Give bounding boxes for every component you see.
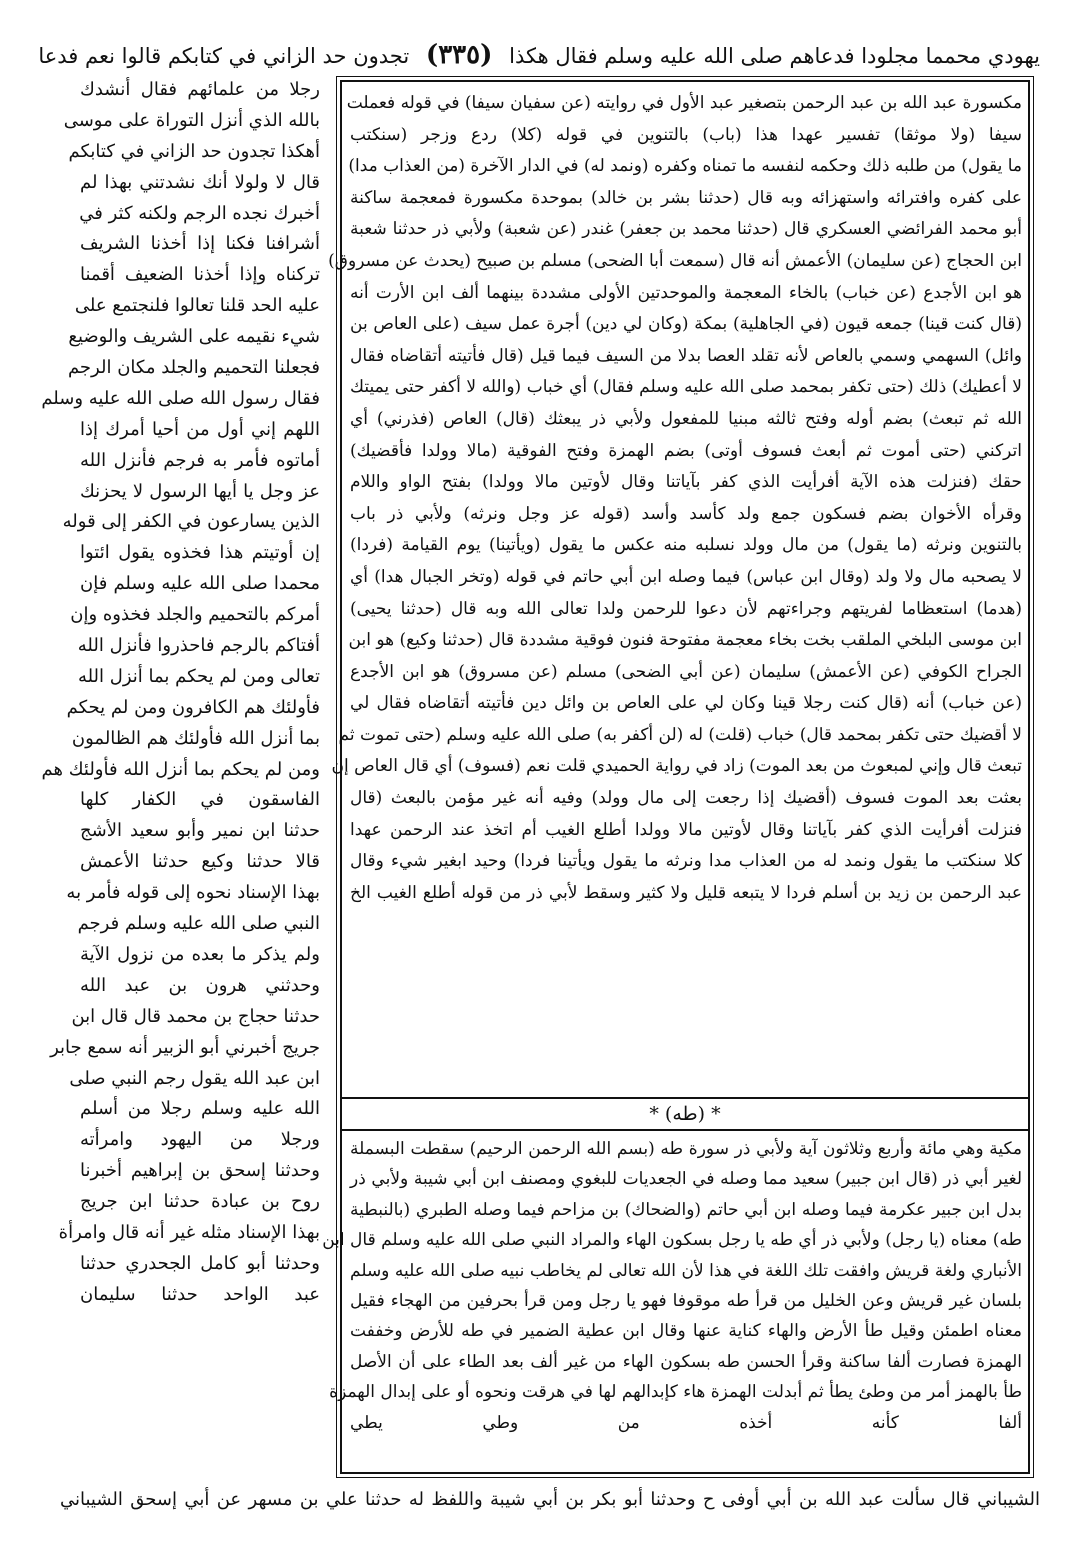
text-line: تبعث قال وإني لمبعوث من بعد الموت) زاد في رواية الحميدي قلت نعم (فسوف) أي قال العاص إن — [331, 756, 1022, 777]
margin-line: وحدثنا إسحق بن إبراهيم أخبرنا — [80, 1160, 320, 1182]
margin-line: قالا حدثنا وكيع حدثنا الأعمش — [80, 851, 320, 873]
text-line: الهمزة فصارت ألفا ساكنة وقرأ الحسن طه بسكون الهاء من غير ألف بعد الطاء على أن الأصل — [350, 1351, 1022, 1372]
text-line: طه) معناه (يا رجل) ولأبي ذر أي طه يا رجل بسكون الهاء والمراد النبي صلى الله عليه وسلم قال ابن — [322, 1230, 1022, 1251]
text-line: الجراح الكوفي (عن الأعمش) سليمان (عن أبي الضحى) مسلم (عن مسروق) هو ابن الأجدع — [350, 661, 1022, 682]
margin-line: اللهم إني أول من أحيا أمرك إذا — [80, 418, 320, 440]
text-line: مكسورة عبد الله بن عبد الرحمن بتصغير عبد الأول في روايته (عن سفيان سيفا) في قوله فعملت — [346, 93, 1022, 113]
margin-line: تركناه وإذا أخذنا الضعيف أقمنا — [80, 264, 320, 286]
text-line: بالتنوين ونرثه (ما يقول) من مال وولد نسلبه منه عكس ما يقول (ويأتينا) يوم القيامة (فردا) — [350, 535, 1022, 556]
margin-line: فأولئك هم الكافرون ومن لم يحكم — [66, 696, 320, 718]
margin-line: ومن لم يحكم بما أنزل الله فأولئك هم — [41, 758, 320, 780]
margin-line: أفتاكم بالرجم فاحذروا فأنزل الله — [77, 635, 320, 657]
text-line: عبد الرحمن بن زيد بن أسلم فردا لا يتبعه قليل ولا كثير وسقط لأبي ذر من قوله أطلع الغيب الخ — [350, 882, 1022, 903]
margin-line: حدثنا حجاج بن محمد قال قال ابن — [71, 1005, 320, 1027]
margin-line: جريج أخبرني أبو الزبير أنه سمع جابر — [50, 1036, 320, 1058]
page-number: (٣٣٥) — [425, 40, 493, 70]
margin-line: عليه الحد قلنا تعالوا فلنجتمع على — [74, 295, 320, 317]
text-line: مكية وهي مائة وأربع وثلاثون آية ولأبي ذر سورة طه (بسم الله الرحمن الرحيم) سقطت البسملة — [350, 1139, 1022, 1159]
margin-line: بهذا الإسناد نحوه إلى قوله فأمر به — [66, 882, 320, 904]
margin-line: ورجلا من اليهود وامرأته — [80, 1129, 320, 1151]
margin-line: النبي صلى الله عليه وسلم فرجم — [77, 913, 320, 935]
margin-line: وحدثنا أبو كامل الجحدري حدثنا — [80, 1252, 320, 1274]
surah-taha-commentary — [322, 1134, 1022, 1470]
text-line: الله ثم تبعث) بضم أوله وفتح ثالثه مبنيا للمفعول ولأبي ذر يبعثك (قال) العاص (فذرني) أي — [350, 408, 1022, 429]
margin-line: محمدا صلى الله عليه وسلم فإن — [80, 573, 320, 595]
margin-line: إن أوتيتم هذا فخذوه يقول ائتوا — [80, 542, 320, 564]
text-line: الأنباري ولغة قريش وافقت تلك اللغة في هذا لأن الله تعالى لم يخاطب نبيه صلى الله عليه وسلم — [350, 1260, 1022, 1281]
text-line: طأ بالهمز أمر من وطئ يطأ ثم أبدلت الهمزة هاء كإبدالهم لها في هرقت ونحوه أو على إبدال الهمزة — [329, 1382, 1022, 1403]
main-commentary-text — [328, 88, 1022, 1098]
text-line: بدل ابن جبير عكرمة فيما وصله ابن أبي حاتم (والضحاك) بن مزاحم فيما وصله الطبري (بالنبطية — [350, 1199, 1022, 1220]
text-line: لا أقضيك حتى تكفر بمحمد قال) خباب (قلت) له (لن أكفر به) صلى الله عليه وسلم (حتى تموت ثم — [338, 724, 1022, 745]
text-line: بلسان غير قريش وعن الخليل من قرأ طه موقوفا فهو يا رجل ومن قرأ بحرفين من الهجاء فقيل — [350, 1290, 1022, 1311]
margin-line: حدثنا ابن نمير وأبو سعيد الأشج — [80, 820, 320, 842]
margin-line: أماتوه فأمر به فرجم فأنزل الله — [80, 449, 320, 471]
text-line: على كفره وافترائه واستهزائه وبه قال (حدثنا بشر بن خالد) بموحدة مكسورة فمعجمة ساكنة — [350, 187, 1022, 208]
text-line: ابن موسى البلخي الملقب بخت بخاء معجمة مفتوحة فنون فوقية مشددة قال (حدثنا وكيع) هو ابن — [348, 630, 1022, 651]
margin-line: بالله الذي أنزل التوراة على موسى — [63, 109, 320, 131]
margin-line: قال لا ولولا أنك نشدتني بهذا لم — [80, 171, 320, 193]
text-line: (قال كنت قينا) جمعه قيون (في الجاهلية) بمكة (وكان لي دين) أجرة عمل سيف (على العاص بن — [350, 314, 1022, 335]
page-header — [38, 30, 1040, 80]
margin-line: شيء نقيمه على الشريف والوضيع — [68, 326, 320, 348]
text-line: سيفا (ولا موثقا) تفسير عهدا هذا (باب) بالتنوين في قوله (كلا) ردع وزجر (سنكتب — [350, 124, 1022, 145]
margin-line: أمركم بالتحميم والجلد فخذوه وإن — [70, 604, 320, 626]
margin-commentary — [41, 75, 320, 1470]
margin-line: أخبرك نجده الرجم ولكنه كثر في — [79, 202, 320, 224]
text-line: هو ابن الأجدع (عن خباب) بالخاء المعجمة والموحدتين الأولى مشددة بينهما ألف ابن الأرت أنه — [350, 282, 1022, 303]
margin-line: الفاسقون في الكفار كلها — [80, 789, 320, 811]
text-line: (عن خباب) أنه (قال كنت رجلا قينا وكان لي على العاص بن وائل دين فأتيته أتقاضاه فقال لي — [350, 693, 1022, 714]
text-line: اتركني (حتى أموت ثم أبعث فسوف أوتى) بضم الهمزة وفتح الفوقية (مالا وولدا فأقضيك) — [350, 440, 1022, 461]
text-line: ابن الحجاج (عن سليمان) الأعمش أنه قال (سمعت أبا الضحى) مسلم بن صبيح (يحدث عن مسروق) — [328, 250, 1022, 271]
text-line: (هدما) استعظاما لفريتهم وجراءتهم لأن دعوا للرحمن ولدا تعالى الله وبه قال (حدثنا يحيى) — [350, 598, 1022, 619]
header-text-left: تجدون حد الزاني في كتابكم قالوا نعم فدعا — [38, 44, 410, 68]
margin-line: الله عليه وسلم رجلا من أسلم — [80, 1098, 320, 1120]
margin-line: ابن عبد الله يقول رجم النبي صلى — [69, 1067, 320, 1089]
text-line: لا أعطيك) ذلك (حتى تكفر بمحمد صلى الله عليه وسلم فقال) أي خباب (والله لا أكفر حتى يميتك — [350, 377, 1022, 398]
text-line: أبو محمد الفرائضي العسكري قال (حدثنا محمد بن جعفر) غندر (عن شعبة) ولأبي ذر حدثنا شعبة — [350, 219, 1022, 240]
margin-line: وحدثني هرون بن عبد الله — [80, 974, 320, 996]
section-heading-taha: * (طه) * — [649, 1103, 721, 1125]
margin-line: فجعلنا التحميم والجلد مكان الرجم — [67, 357, 320, 379]
text-line: ما يقول) من طلبه ذلك وحكمه لنفسه ما تمناه وكفره (ونمد له) في الدار الآخرة (من العذاب مدا) — [348, 156, 1022, 177]
margin-line: روح بن عبادة حدثنا ابن جريج — [80, 1191, 320, 1213]
margin-line: الذين يسارعون في الكفر إلى قوله — [62, 511, 320, 533]
margin-line: أشرافنا فكنا إذا أخذنا الشريف — [80, 233, 320, 255]
text-line: كلا سنكتب ما يقول ونمد له من العذاب مدا ونرثه ما يقول ويأتينا فردا) وحيد ابغير شيء وقال — [350, 851, 1022, 872]
margin-line: أهكذا تجدون حد الزاني في كتابكم — [68, 140, 320, 162]
text-line: فنزلت أفرأيت الذي كفر بآياتنا وقال لأوتين مالا وولدا أطلع الغيب أم اتخذ عند الرحمن عهدا — [350, 819, 1022, 840]
text-line: وقرأه الأخوان بضم فسكون جمع ولد كأسد وأسد (قوله عز وجل ونرثه) ولأبي ذر باب — [350, 503, 1022, 524]
text-line: وائل) السهمي وسمي بالعاص لأنه تقلد العصا بدلا من السيف فيما قيل (قال فأتيته أتقاضاه فقال — [350, 345, 1022, 366]
margin-line: تعالى ومن لم يحكم بما أنزل الله — [77, 665, 320, 687]
margin-line: بما أنزل الله فأولئك هم الظالمون — [71, 727, 320, 749]
text-line: لغير أبي ذر (قال ابن جبير) سعيد مما وصله في الجعديات للبغوي ومصنف ابن أبي شيبة ولأبي ذر — [350, 1169, 1022, 1190]
margin-line: عبد الواحد حدثنا سليمان — [80, 1283, 320, 1305]
header-text-right: يهودي محمما مجلودا فدعاهم صلى الله عليه وسلم فقال هكذا — [509, 44, 1040, 68]
text-line: معناه اطمئن وقيل طأ الأرض والهاء كناية عنها وقال ابن عطية الضمير في طه للأرض وخففت — [350, 1321, 1022, 1342]
text-line: حقك (فنزلت هذه الآية أفرأيت الذي كفر بآياتنا وقال لأوتين مالا وولدا) بفتح الواو واللام — [350, 472, 1022, 493]
text-line: لا يصحبه مال ولا ولد (وقال ابن عباس) فيما وصله ابن أبي حاتم في قوله (وتخر الجبال هدا) أي — [350, 566, 1022, 587]
margin-line: عز وجل يا أيها الرسول لا يحزنك — [80, 480, 320, 502]
margin-line: رجلا من علمائهم فقال أنشدك — [80, 79, 320, 100]
divider-bottom — [342, 1129, 1028, 1131]
margin-line: بهذا الإسناد مثله غير أنه قال وامرأة — [58, 1221, 320, 1243]
text-line: ألفا كأنه أخذه من وطي يطي — [350, 1412, 1022, 1433]
text-line: بعثت بعد الموت فسوف (أقضيك إذا رجعت إلى مال وولد) وفيه أنه غير مؤمن بالبعث (قال — [350, 788, 1022, 809]
margin-line: ولم يذكر ما بعده من نزول الآية — [80, 943, 320, 965]
margin-line: فقال رسول الله صلى الله عليه وسلم — [41, 387, 320, 409]
page-footer: الشيباني قال سألت عبد الله بن أبي أوفى ح وحدثنا أبو بكر بن أبي شيبة واللفظ له حدثنا علي بن مسهر عن أبي إسحق الشيباني — [60, 1489, 1040, 1510]
